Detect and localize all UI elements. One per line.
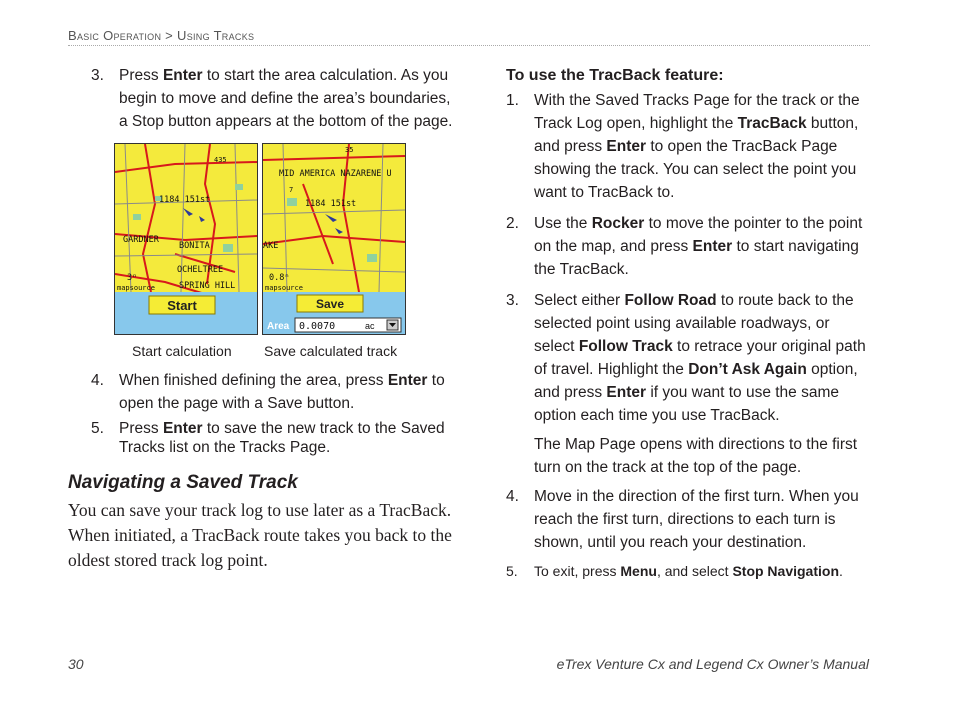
step-text	[119, 372, 445, 412]
map-label: AKE	[263, 241, 279, 251]
right-column	[506, 64, 870, 587]
step-text-part: to retrace your original path of travel. Highlight the	[534, 338, 866, 378]
section-title: Navigating a Saved Track	[68, 472, 298, 493]
map-label: 1184 151st	[159, 195, 211, 205]
step-2-right	[506, 212, 870, 281]
area-label: Area	[267, 321, 290, 332]
step-4-right	[506, 485, 870, 554]
step-key: Follow Track	[578, 338, 673, 355]
step-text-part: Use the	[534, 215, 592, 232]
step-number: 4.	[506, 488, 519, 505]
step-1-right	[506, 89, 870, 204]
highway-label: 35	[345, 146, 354, 154]
step-key: TracBack	[737, 115, 807, 132]
header-section: Basic Operation	[68, 28, 162, 43]
step-text-part: if you want to use the same option each time you use TracBack.	[534, 384, 840, 424]
header-subsection: Using Tracks	[177, 28, 255, 43]
caption-save: Save calculated track	[264, 343, 398, 359]
mapsource-label: mapsource	[265, 284, 303, 292]
scale-label: 3ⁿ	[127, 273, 138, 283]
left-column	[68, 64, 463, 573]
step-text-part: to start the area calculation. As you begin to move and define the area’s boundaries, a Stop button appears at the bottom of the page.	[119, 67, 453, 130]
step-key: Enter	[606, 384, 647, 401]
step-key: Rocker	[591, 215, 645, 232]
step-text-part: Select either	[534, 292, 625, 309]
step-text-part: .	[839, 563, 843, 579]
map-screen-start	[114, 143, 258, 335]
procedure-title: To use the TracBack feature:	[506, 67, 724, 84]
map-label: SPRING HILL	[179, 281, 236, 291]
step-key: Enter	[692, 238, 733, 255]
map-label: MID AMERICA NAZARENE U	[279, 169, 392, 179]
step-key: Don’t Ask Again	[688, 361, 807, 378]
step-3-left	[68, 64, 463, 133]
area-value: 0.0070	[299, 321, 336, 332]
map-label: 1184 151st	[305, 199, 357, 209]
map-label: BONITA	[179, 241, 210, 251]
section-body: You can save your track log to use later as a TracBack. When initiated, a TracBack route takes you back to the oldest stored track log point.	[68, 500, 452, 570]
step-number: 3.	[506, 292, 519, 309]
map-label: OCHELTREE	[177, 265, 224, 275]
figures	[68, 143, 463, 383]
step-text-part: Press	[119, 67, 163, 84]
save-button[interactable]: Save	[315, 297, 345, 311]
step-number: 4.	[91, 372, 104, 389]
start-button[interactable]: Start	[167, 298, 197, 313]
step-text-part: To exit, press	[534, 563, 621, 579]
step-text	[534, 92, 860, 201]
step-number: 2.	[506, 215, 519, 232]
map-image-start	[115, 144, 257, 334]
step-3-note: The Map Page opens with directions to the first turn on the track at the top of the page.	[534, 436, 858, 476]
highway-label: 435	[214, 156, 227, 164]
step-key: Enter	[162, 67, 203, 84]
step-text-part: , and select	[656, 563, 733, 579]
step-text-part: to open the page with a Save button.	[119, 372, 445, 412]
step-text-part: to start navigating the TracBack.	[534, 238, 859, 278]
step-5-left	[68, 419, 463, 457]
step-text: Move in the direction of the first turn. When you reach the first turn, directions to each turn is shown, until you reach your destination.	[534, 488, 859, 551]
caption-start: Start calculation	[132, 343, 232, 359]
mapsource-label: mapsource	[117, 284, 155, 292]
step-text-part: When finished defining the area, press	[119, 372, 388, 389]
step-text-part: option, and press	[534, 361, 858, 401]
page-number: 30	[68, 656, 84, 672]
step-text	[534, 215, 862, 278]
step-4-left	[68, 369, 463, 415]
header-separator: >	[165, 28, 174, 43]
step-key: Stop Navigation	[732, 563, 839, 579]
step-number: 3.	[91, 67, 104, 84]
step-text	[119, 420, 445, 456]
route-label: 7	[289, 186, 294, 194]
step-key: Enter	[162, 420, 203, 437]
step-text-part: to open the TracBack Page showing the track. You can select the point you want to TracBack to.	[534, 138, 857, 201]
map-label: GARDNER	[123, 235, 159, 245]
step-number: 5.	[91, 420, 104, 437]
running-header	[68, 28, 870, 46]
area-unit[interactable]: ac	[365, 321, 375, 331]
step-text	[534, 563, 843, 579]
map-image-save	[263, 144, 405, 334]
step-text-part: to move the pointer to the point on the map, and press	[534, 215, 863, 255]
step-number: 5.	[506, 563, 518, 579]
step-5-right	[506, 560, 870, 583]
step-text-part: to save the new track to the Saved Tracks list on the Tracks Page.	[119, 420, 445, 456]
step-key: Follow Road	[624, 292, 717, 309]
step-text-part: With the Saved Tracks Page for the track or the Track Log open, highlight the	[534, 92, 860, 132]
step-key: Enter	[387, 372, 428, 389]
step-number: 1.	[506, 92, 519, 109]
scale-label: 0.8ⁿ	[269, 273, 290, 283]
map-screen-save	[262, 143, 406, 335]
step-key: Menu	[620, 563, 657, 579]
step-text	[119, 67, 453, 130]
step-text	[534, 292, 866, 424]
step-3-right	[506, 289, 870, 427]
step-text-part: button, and press	[534, 115, 859, 155]
step-text-part: to route back to the selected point using available roadways, or select	[534, 292, 854, 355]
manual-title: eTrex Venture Cx and Legend Cx Owner’s Manual	[556, 656, 869, 672]
step-text-part: Press	[119, 420, 163, 437]
step-key: Enter	[606, 138, 647, 155]
